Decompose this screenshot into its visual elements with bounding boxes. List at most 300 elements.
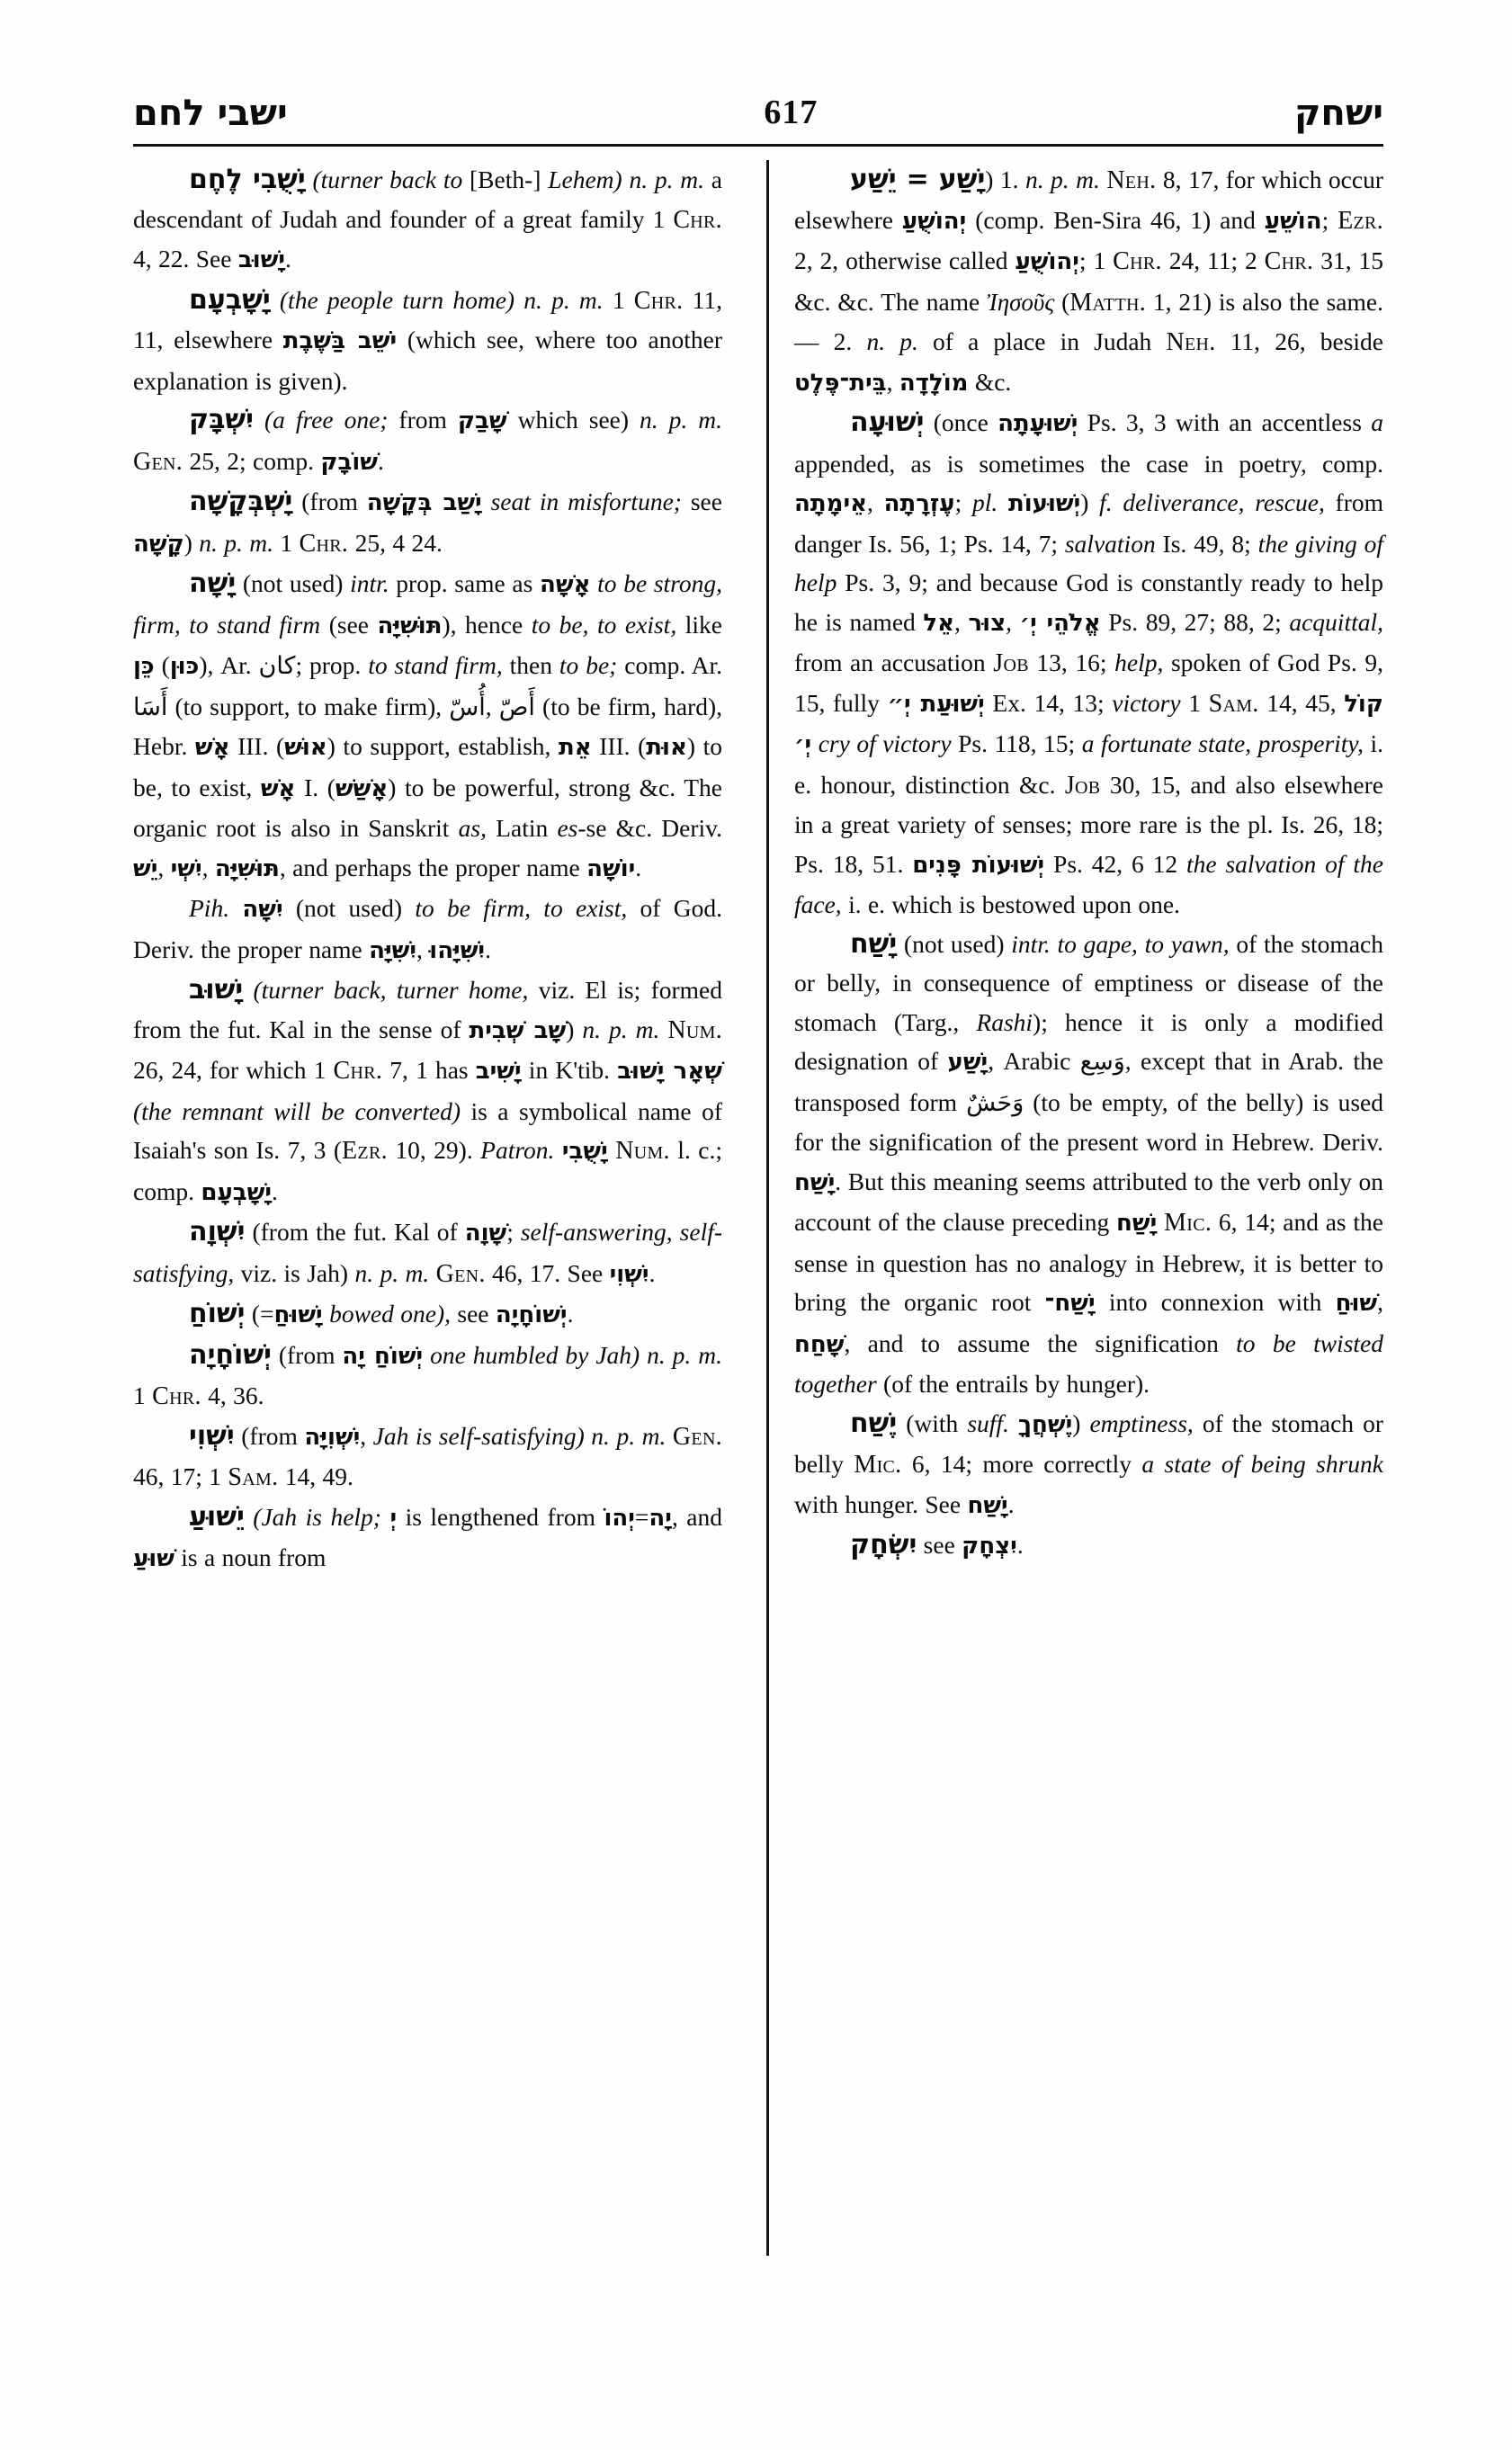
header-rule [133, 144, 1383, 147]
hebrew-word: קָשָׁה [133, 530, 184, 558]
scripture-abbrev: Chr. [152, 1382, 201, 1410]
entry-text: , [360, 1421, 373, 1450]
entry-headword-hebrew: יִשְׁבָּק [189, 404, 254, 435]
arabic-word: أُسّ [449, 693, 486, 721]
hebrew-word: יְ [389, 1504, 398, 1532]
gloss-italic: one humbled by Jah) [423, 1340, 640, 1369]
hebrew-word: יָשָׁבְעָם [201, 1178, 272, 1206]
hebrew-word: יָשַׁב בְּקָשָׁה [366, 489, 482, 516]
entry-text: see [451, 1300, 496, 1328]
hebrew-word: כּוּן [169, 653, 200, 680]
gloss-italic: es [557, 814, 578, 842]
entry-text: 1, 21) is also the same. — 2. [794, 287, 1383, 355]
entry-text: 1 [603, 285, 634, 314]
entry-text: . [1007, 1489, 1015, 1518]
entry-text: ) [1080, 488, 1100, 516]
entry-text: (from the fut. Kal of [245, 1218, 465, 1246]
entry-text: 31, 15 &c. &c. The name [794, 246, 1384, 316]
gloss-italic: Patron. [480, 1136, 555, 1164]
hebrew-word: אָשָׁה [539, 571, 591, 598]
gloss-italic: pl. [971, 488, 998, 516]
entry-headword-hebrew: יָשַׁח [850, 927, 898, 960]
entry-text: of the stomach or belly, in consequence of emptiness or disease of the stomach (Targ., [794, 929, 1383, 1036]
hebrew-word: אָשׁ [260, 774, 296, 802]
entry-text: ) to support, establish, [327, 732, 559, 760]
entry-text: ( [1054, 287, 1070, 316]
gloss-italic: Lehem) n. p. m. [548, 165, 704, 193]
hebrew-word: יְשׁוֹחָיָה [495, 1301, 568, 1328]
scripture-abbrev: Chr. [633, 286, 684, 315]
entry-text: appended, as is sometimes the case in poetry, comp. [794, 449, 1383, 478]
entry-text [640, 1341, 647, 1369]
scripture-abbrev: Neh. [1106, 166, 1157, 194]
entry-text: into connexion with [1095, 1288, 1336, 1316]
entry-text: . [378, 446, 384, 475]
scripture-abbrev: Sam. [228, 1463, 279, 1491]
entry-text: (to be firm, hard), Hebr. [133, 692, 723, 760]
entry-text: . [285, 245, 291, 273]
entry-text: (from [292, 487, 367, 515]
hebrew-word: שׁוּעַ [133, 1545, 174, 1572]
entry-headword-hebrew: יָשׁוּב [189, 974, 244, 1006]
entry-text: of God. Deriv. the proper name [133, 894, 722, 963]
gloss-italic: to be twisted together [794, 1328, 1383, 1398]
entry-headword-hebrew: יֶשַׁח [850, 1407, 898, 1439]
hebrew-word: קוֹל יְ׳ [794, 690, 1383, 758]
page-number: 617 [764, 94, 819, 131]
gloss-italic: intr. [350, 569, 389, 597]
scripture-abbrev: Job [993, 649, 1029, 677]
entry-text: spoken of God Ps. 9, 15, fully [794, 648, 1384, 717]
entry-headword-hebrew: יְשׁוֹחָיָה [189, 1338, 272, 1371]
gloss-italic: as, [458, 814, 487, 842]
scripture-abbrev: Gen. [133, 447, 183, 476]
gloss-italic: salvation [1064, 529, 1156, 558]
hebrew-word: אֵימָתָה [794, 490, 868, 517]
entry-text: (once [924, 408, 998, 436]
hebrew-word: שָׁבַק [457, 407, 507, 434]
entry-headword-hebrew: יְשׁוֹחַ [189, 1298, 246, 1329]
hebrew-word: יָשִׁיב [475, 1058, 522, 1085]
dictionary-entry [794, 1525, 1383, 1567]
hebrew-word: יְשׁוּעוֹת פָּנִים [912, 851, 1045, 879]
dictionary-entry [133, 1498, 722, 1579]
hebrew-word: יִשִּׁיָּה [369, 936, 417, 964]
entry-text: Ps. 42, 6 12 [1044, 849, 1186, 878]
hebrew-word: יִשְׁוִי [609, 1260, 649, 1288]
entry-text: (with [897, 1408, 968, 1437]
entry-text: ) [1072, 1408, 1090, 1437]
gloss-italic: intr. to gape, to yawn, [1011, 929, 1230, 958]
hebrew-word: אָשַׁשׁ [335, 774, 389, 802]
right-column [766, 160, 1383, 2256]
entry-text: see [917, 1531, 962, 1559]
scripture-abbrev: Neh. [1166, 328, 1216, 356]
gloss-italic: the giving of help [794, 529, 1383, 596]
hebrew-word: יָשׁוּב [237, 246, 285, 273]
entry-text: [Beth-] [470, 165, 549, 193]
gloss-italic: emptiness, [1089, 1408, 1194, 1437]
entry-headword-hebrew: יָשַׁע = יֵשַׁע [850, 164, 986, 195]
gloss-italic: f. deliverance, rescue, [1099, 488, 1325, 516]
dictionary-entry [794, 160, 1383, 403]
hebrew-word: שָׁב שְׁבִית [469, 1016, 567, 1044]
hebrew-word: שׁוּחַ [1335, 1290, 1378, 1317]
hebrew-word: אֵל [923, 609, 955, 637]
entry-text: of a place in Judah [917, 327, 1167, 355]
entry-text: , [867, 488, 884, 516]
gloss-italic: to be strong, firm, to stand firm [133, 569, 722, 639]
entry-text: ; 1 [1078, 246, 1114, 274]
entry-text: viz. is Jah) [234, 1258, 355, 1287]
entry-text: . [1016, 1531, 1024, 1559]
entry-text: Ps. 3, 9; and because God is constantly ready to help he is named [794, 568, 1383, 636]
entry-headword-hebrew: יֵשׁוּעַ [189, 1500, 245, 1533]
entry-text: (not used) [897, 929, 1012, 958]
hebrew-word: שָׁחַח [794, 1330, 845, 1358]
arabic-word: أَصّ [498, 693, 535, 721]
entry-text: . But this meaning seems attributed to the verb only on account of the clause preceding [794, 1167, 1383, 1236]
hebrew-word: שְׁאָר יָשׁוּב [617, 1058, 722, 1085]
entry-text: , [886, 367, 899, 396]
entry-text: 46, 17. See [485, 1258, 610, 1287]
entry-headword-hebrew: יָשְׁבְּקָשָׁה [189, 486, 293, 517]
scripture-abbrev: Ezr. [1338, 206, 1384, 235]
entry-text: is lengthened from [397, 1502, 604, 1531]
entry-text: . [271, 1176, 278, 1205]
dictionary-entry [794, 403, 1383, 925]
gloss-italic: n. p. m. [647, 1340, 722, 1369]
entry-text: (not used) [236, 569, 351, 597]
entry-text: comp. Ar. [617, 651, 722, 679]
entry-headword-hebrew: יִשְׁוִי [189, 1419, 235, 1452]
entry-text: , and to assume the signification [844, 1328, 1237, 1357]
scripture-abbrev: Chr. [1264, 247, 1314, 275]
entry-text: (from [234, 1421, 305, 1450]
entry-text: 24, 11; 2 [1161, 246, 1265, 274]
hebrew-word: צוּר [968, 609, 1007, 637]
entry-text: , [157, 853, 171, 881]
scripture-abbrev: Matth. [1069, 288, 1147, 317]
hebrew-word: יִשִּׁיָּהוּ [429, 936, 486, 964]
entry-text: l. c.; comp. [133, 1136, 722, 1205]
gloss-italic: a fortunate state, prosperity, [1081, 729, 1364, 757]
gloss-italic: (a free one; [253, 406, 389, 434]
hebrew-word: יִשָּׁה [242, 896, 283, 923]
entry-text: 8, 17, for which occur elsewhere [794, 165, 1383, 234]
entry-text: (to support, to make firm), [167, 692, 450, 720]
entry-text: 2, 2, otherwise called [794, 246, 1015, 274]
hebrew-word: אוּשׁ [284, 734, 327, 761]
entry-text [666, 1422, 673, 1450]
entry-text: ; [954, 488, 972, 516]
dictionary-entry [133, 482, 722, 564]
hebrew-word: יְהוֹשֻׁעַ [1015, 248, 1079, 275]
dictionary-entry [133, 1212, 722, 1294]
entry-text: in K'tib. [521, 1056, 618, 1084]
entry-text: i. e. which is bestowed upon one. [841, 890, 1180, 918]
hebrew-word: יִשְׁי [170, 854, 202, 882]
gloss-italic: n. p. m. [354, 1258, 430, 1287]
gloss-italic: victory [1112, 688, 1181, 717]
entry-text: ); hence it is only a modified designation of [794, 1007, 1384, 1075]
scripture-abbrev: Chr. [673, 205, 722, 234]
entry-text: . [635, 853, 642, 881]
entry-text: of the stomach or belly [794, 1408, 1383, 1478]
entry-text: 6, 14; and as the sense in question has no analogy in Hebrew, it is better to bring the organic root [794, 1208, 1383, 1316]
dictionary-entry [794, 925, 1383, 1404]
entry-text: then [502, 651, 559, 679]
gloss-italic: cry of victory [818, 729, 952, 757]
hebrew-word: יְשׁוּעָתָה [998, 410, 1078, 437]
entry-text: = [634, 1502, 649, 1531]
hebrew-word: יֶשְׁחֲךָ [1017, 1410, 1073, 1438]
running-head-right-lemma: ישחק [1293, 93, 1383, 134]
entry-text: 11, 11, elsewhere [133, 285, 723, 353]
gloss-italic: n. p. m. [1024, 165, 1100, 193]
entry-text: from danger Is. 56, 1; Ps. 14, 7; [794, 488, 1383, 558]
greek-word: Ἰησοῦς [987, 288, 1055, 316]
gloss-italic: seat in misfortune; [481, 487, 682, 515]
entry-text: is a symbolical name of Isaiah's son Is. 7, 3 ( [133, 1096, 723, 1164]
entry-text: 25, 2; comp. [183, 446, 321, 475]
arabic-word: أَسَا [133, 693, 168, 721]
entry-text: ), hence [442, 610, 532, 639]
gloss-italic: suff. [967, 1408, 1009, 1437]
entry-text: is a noun from [174, 1543, 327, 1571]
arabic-word: كان [258, 652, 296, 680]
entry-text: 7, 1 has [382, 1056, 476, 1084]
hebrew-word: יוֹשָׁה [586, 854, 636, 882]
entry-text: . [649, 1258, 656, 1287]
gloss-italic: n. p. m. [582, 1015, 660, 1043]
scripture-abbrev: Mic. [1164, 1209, 1212, 1237]
entry-headword-hebrew: יָשֻׁבִי לֶחֶם [189, 164, 306, 195]
gloss-italic: Pih. [189, 894, 230, 922]
dictionary-entry [133, 889, 722, 970]
hebrew-word: יָשַׁח [794, 1168, 836, 1196]
scripture-abbrev: Gen. [435, 1259, 486, 1288]
entry-text: which see) [506, 406, 640, 434]
entry-text: 1 [133, 1381, 153, 1409]
entry-text: i. e. honour, distinction &c. [794, 729, 1384, 799]
entry-text: Latin [486, 814, 558, 842]
entry-text [229, 894, 242, 922]
scripture-abbrev: Num. [667, 1015, 722, 1044]
gloss-italic: (turner back to [305, 165, 470, 193]
hebrew-word: תּוּשִׁיָּה [377, 612, 443, 639]
entry-text: ) to be powerful, strong &c. The organic root is also in Sanskrit [133, 773, 722, 842]
scripture-abbrev: Sam. [1208, 689, 1259, 718]
hebrew-word: יְשׁוּעוֹת [1007, 490, 1081, 517]
entry-text: from an accusation [794, 648, 994, 676]
gloss-italic: to stand firm, [368, 651, 503, 679]
entry-text: &c. [968, 367, 1012, 396]
hebrew-word: עֶזְרָתָה [883, 490, 955, 517]
scripture-abbrev: Job [1064, 771, 1101, 800]
entry-headword-hebrew: יִשְׂחָק [850, 1529, 917, 1560]
hebrew-word: שָׁוָה [464, 1220, 507, 1247]
gloss-italic: n. p. m. [640, 406, 722, 434]
entry-text [998, 488, 1008, 516]
entry-text: (comp. Ben-Sira 46, 1) and [966, 205, 1265, 234]
entry-text: 46, 17; 1 [133, 1462, 228, 1490]
gloss-italic: a [1371, 408, 1383, 436]
gloss-italic: to be; [559, 651, 618, 679]
hebrew-word: יֹשֵׁב בַּשֶּׁבֶת [282, 327, 398, 354]
entry-text: Is. 49, 8; [1155, 529, 1258, 558]
dictionary-entry [133, 281, 722, 401]
hebrew-word: יָשַׁח [967, 1491, 1008, 1519]
entry-text: ) [566, 1015, 583, 1043]
hebrew-word: אֱלֹהֵי יְ׳ [1019, 609, 1101, 637]
gloss-italic: a state of being shrunk [1141, 1450, 1383, 1478]
dictionary-entry [133, 160, 722, 281]
entry-text [429, 1259, 435, 1287]
gloss-italic: self-answering, self-satisfying, [133, 1218, 723, 1287]
entry-text: 14, 45, [1258, 688, 1345, 717]
scripture-abbrev: Ezr. [342, 1137, 388, 1165]
hebrew-word: מוֹלָדָה [899, 369, 969, 397]
entry-text: ), Ar. [199, 651, 259, 679]
entry-headword-hebrew: יָשָׁבְעָם [189, 283, 271, 316]
entry-text: , and perhaps the proper name [279, 853, 587, 881]
entry-text: , Arabic [988, 1047, 1080, 1075]
dictionary-entry [794, 1404, 1383, 1526]
scripture-abbrev: Chr. [299, 529, 349, 558]
page-columns [133, 160, 1383, 2256]
entry-text: -se &c. Deriv. [577, 814, 723, 842]
hebrew-word: הוֹשֵׁעַ [1264, 207, 1322, 235]
scripture-abbrev: Chr. [333, 1057, 383, 1085]
gloss-italic: help, [1114, 648, 1164, 676]
entry-text: III. ( [591, 732, 647, 760]
gloss-italic: n. p. m. [199, 528, 274, 557]
arabic-word: وَسِع [1079, 1048, 1125, 1076]
entry-text: , and [671, 1502, 723, 1531]
hebrew-word: יָה [649, 1504, 672, 1532]
hebrew-word: יָשַׁע [947, 1049, 989, 1076]
hebrew-word: יְשׁוּעַת יְ״ [887, 690, 985, 718]
gloss-italic: bowed one), [322, 1300, 452, 1328]
gloss-italic: to be firm, to exist, [415, 894, 628, 922]
entry-text: Ps. 89, 27; 88, 2; [1100, 607, 1290, 636]
gloss-italic: the salvation of the face, [794, 849, 1383, 918]
entry-text: see [681, 487, 722, 515]
dictionary-entry [133, 1294, 722, 1336]
entry-text: like [676, 610, 722, 639]
scripture-abbrev: Chr. [1113, 247, 1162, 275]
hebrew-word: יָשַׁח [1116, 1210, 1158, 1237]
entry-text: , [954, 607, 969, 636]
entry-text: 11, 26, beside [1215, 327, 1383, 355]
entry-text: , [1377, 1288, 1383, 1316]
gloss-italic: acquittal, [1289, 607, 1383, 636]
entry-text: with hunger. See [794, 1489, 968, 1518]
entry-text [608, 1136, 615, 1164]
entry-text: ) to be, to exist, [133, 732, 722, 801]
hebrew-word: יְהוֹשֻׁעַ [901, 207, 967, 235]
entry-text: (not used) [282, 894, 416, 922]
entry-text: Ps. 118, 15; [951, 729, 1082, 757]
entry-text: 1 [273, 528, 300, 557]
gloss-italic: to be, to exist, [531, 610, 677, 639]
entry-text: prop. same as [389, 569, 540, 597]
left-column [133, 160, 722, 2256]
gloss-italic: n. p. [866, 327, 918, 355]
entry-text: 10, 29). [387, 1136, 481, 1164]
hebrew-word: יָשׁוּחַ [273, 1301, 323, 1328]
entry-text: viz. El is; formed from the fut. Kal in the sense of [133, 976, 722, 1043]
entry-text [1157, 1208, 1164, 1236]
hebrew-word: אֵת [558, 734, 592, 761]
hebrew-word: כֵּן [133, 653, 155, 680]
entry-text: ) [183, 528, 200, 557]
scripture-abbrev: Gen. [672, 1422, 722, 1451]
hebrew-word: יָשַׁח־ [1044, 1290, 1096, 1317]
hebrew-word: בֵּית־פֶּלֶט [794, 369, 887, 397]
gloss-italic: (Jah is help; [244, 1502, 381, 1531]
arabic-word: وَحَشٌ [966, 1088, 1024, 1117]
hebrew-word: שׁוֹבָק [320, 448, 378, 476]
gloss-italic: (turner back, turner home, [243, 976, 529, 1004]
scripture-abbrev: Mic. [854, 1451, 902, 1479]
hebrew-word: יָשֻׁבִי [561, 1138, 608, 1165]
hebrew-word: יִשְׁוִיָּה [304, 1423, 361, 1451]
entry-text: (from [271, 1340, 343, 1369]
entry-headword-hebrew: יְשׁוּעָה [850, 407, 925, 438]
entry-text: 4, 22. See [133, 245, 238, 273]
dictionary-entry [133, 400, 722, 482]
entry-text: 25, 4 24. [348, 528, 443, 557]
entry-text: 14, 49. [278, 1462, 353, 1490]
running-head-left-lemma: ישבי לחם [133, 93, 288, 134]
entry-text: 4, 36. [201, 1381, 264, 1409]
hebrew-word: יְשׁוֹחַ יָה [342, 1342, 424, 1370]
entry-text: . [567, 1300, 574, 1328]
hebrew-word: אוּת [646, 734, 687, 761]
dictionary-entry [133, 1336, 722, 1417]
entry-text: from [388, 406, 458, 434]
entry-text: , [485, 692, 499, 720]
entry-text: 26, 24, for which 1 [133, 1056, 334, 1084]
gloss-italic: Rashi [976, 1007, 1033, 1036]
entry-text: ) 1. [985, 165, 1025, 193]
entry-text [811, 729, 819, 757]
entry-text: (which see, where too another explanation is given). [133, 326, 722, 395]
hebrew-word: יִצְחָק [962, 1533, 1017, 1560]
scripture-abbrev: Num. [615, 1137, 670, 1165]
entry-text: (= [245, 1300, 274, 1328]
entry-headword-hebrew: יָשָׁה [189, 568, 237, 599]
entry-text [554, 1136, 561, 1164]
entry-text [659, 1015, 667, 1043]
entry-headword-hebrew: יִשְׁוָה [189, 1216, 246, 1247]
hebrew-word: תּוּשִׁיָּה [214, 854, 280, 882]
entry-text: , [416, 934, 430, 963]
entry-text: , [201, 853, 215, 881]
entry-text: ( [154, 651, 170, 679]
entry-text: (to be empty, of the belly) is used for the signification of the present word in Hebrew. Deriv. [794, 1087, 1383, 1156]
entry-text: Ps. 3, 3 with an accentless [1078, 408, 1372, 436]
entry-text: ; [506, 1218, 521, 1246]
running-head [133, 72, 1383, 134]
dictionary-entry [133, 564, 722, 889]
hebrew-word: יְהוֹ [604, 1504, 635, 1532]
gloss-italic: Jah is self-satisfying) [372, 1421, 585, 1450]
entry-text: Ex. 14, 13; [984, 688, 1113, 717]
entry-text: 30, 15, and also elsewhere in a great variety of senses; more rare is the pl. Is. 26, 18; Ps. 18, 51. [794, 770, 1383, 878]
